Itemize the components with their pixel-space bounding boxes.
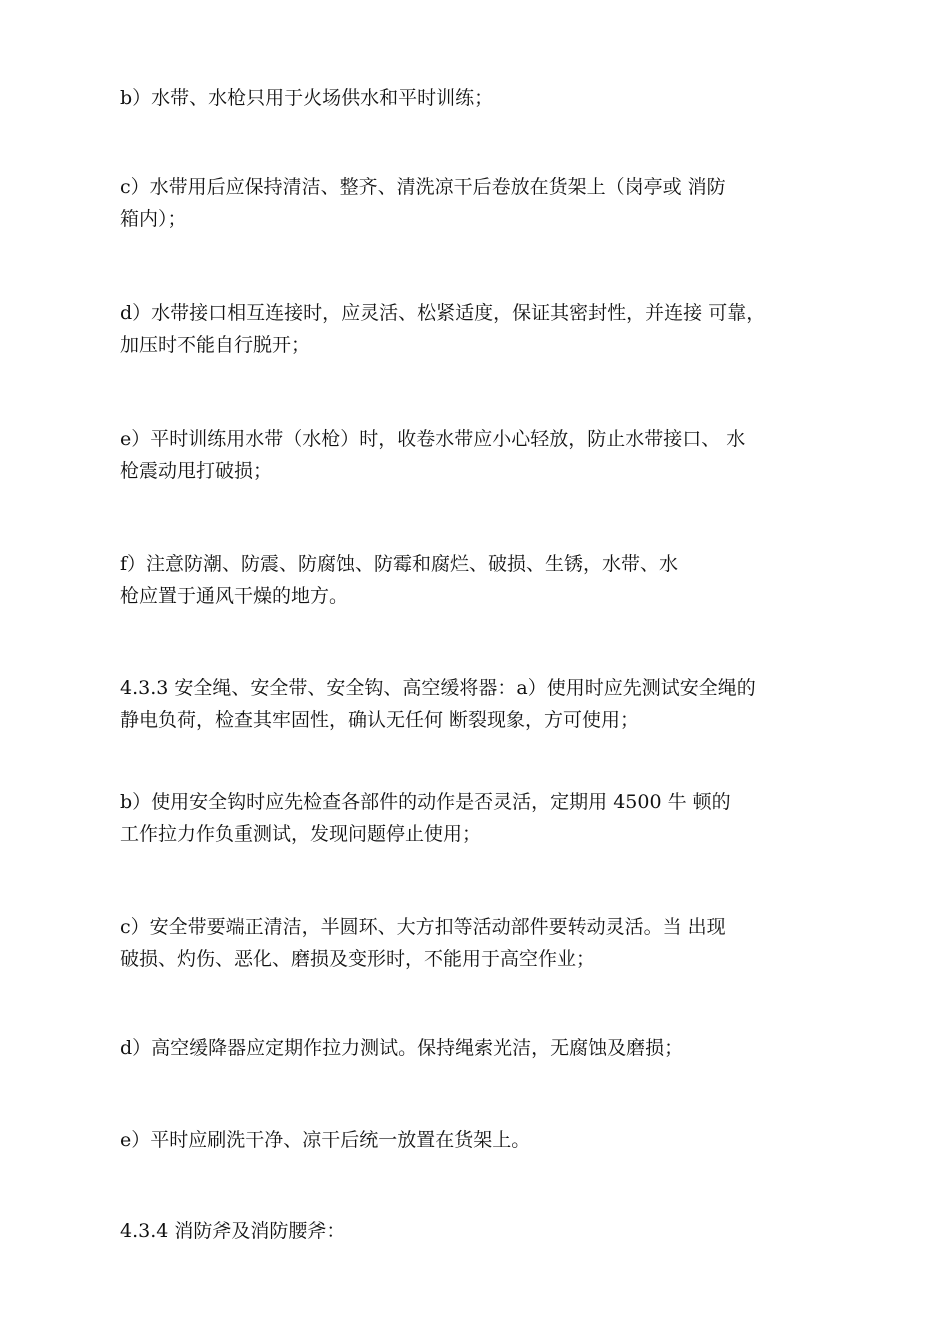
paragraph-storage-conditions bbox=[120, 548, 840, 612]
text-line: b）使用安全钩时应先检查各部件的动作是否灵活，定期用 4500 牛 顿的 bbox=[120, 791, 731, 813]
text-line: c）水带用后应保持清洁、整齐、清洗凉干后卷放在货架上（岗亭或 消防 bbox=[120, 176, 726, 198]
paragraph-hose-cleaning bbox=[120, 171, 840, 235]
text-line: 加压时不能自行脱开； bbox=[120, 334, 311, 356]
paragraph-descender-testing bbox=[120, 1032, 840, 1064]
text-line: c）安全带要端正清洁，半圆环、大方扣等活动部件要转动灵活。当 出现 bbox=[120, 916, 726, 938]
text-line: 枪震动甩打破损； bbox=[120, 460, 273, 482]
text-line: 工作拉力作负重测试，发现问题停止使用； bbox=[120, 823, 482, 845]
text-line: 枪应置于通风干燥的地方。 bbox=[120, 585, 349, 607]
paragraph-training-handling bbox=[120, 423, 840, 487]
text-line: e）平时应刷洗干净、凉干后统一放置在货架上。 bbox=[120, 1129, 531, 1151]
text-line: d）高空缓降器应定期作拉力测试。保持绳索光洁，无腐蚀及磨损； bbox=[120, 1037, 684, 1059]
text-line: 破损、灼伤、恶化、磨损及变形时，不能用于高空作业； bbox=[120, 948, 596, 970]
text-line: d）水带接口相互连接时，应灵活、松紧适度，保证其密封性，并连接 可靠， bbox=[120, 302, 766, 324]
text-line: 箱内）； bbox=[120, 208, 187, 230]
text-line: b）水带、水枪只用于火场供水和平时训练； bbox=[120, 87, 494, 109]
text-line: 4.3.3 安全绳、安全带、安全钩、高空缓将器：a）使用时应先测试安全绳的 bbox=[120, 677, 756, 699]
paragraph-safety-belt bbox=[120, 911, 840, 975]
paragraph-hose-nozzle-usage bbox=[120, 82, 840, 114]
text-line: f）注意防潮、防震、防腐蚀、防霉和腐烂、破损、生锈，水带、水 bbox=[120, 553, 679, 575]
section-4-3-3-safety-rope bbox=[120, 672, 840, 736]
text-line: 4.3.4 消防斧及消防腰斧： bbox=[120, 1220, 346, 1242]
paragraph-hose-connection bbox=[120, 297, 840, 361]
paragraph-safety-hook bbox=[120, 786, 840, 850]
text-line: e）平时训练用水带（水枪）时，收卷水带应小心轻放，防止水带接口、 水 bbox=[120, 428, 746, 450]
text-line: 静电负荷，检查其牢固性，确认无任何 断裂现象，方可使用； bbox=[120, 709, 640, 731]
section-4-3-4-fire-axe bbox=[120, 1215, 840, 1247]
paragraph-cleaning-storage bbox=[120, 1124, 840, 1156]
